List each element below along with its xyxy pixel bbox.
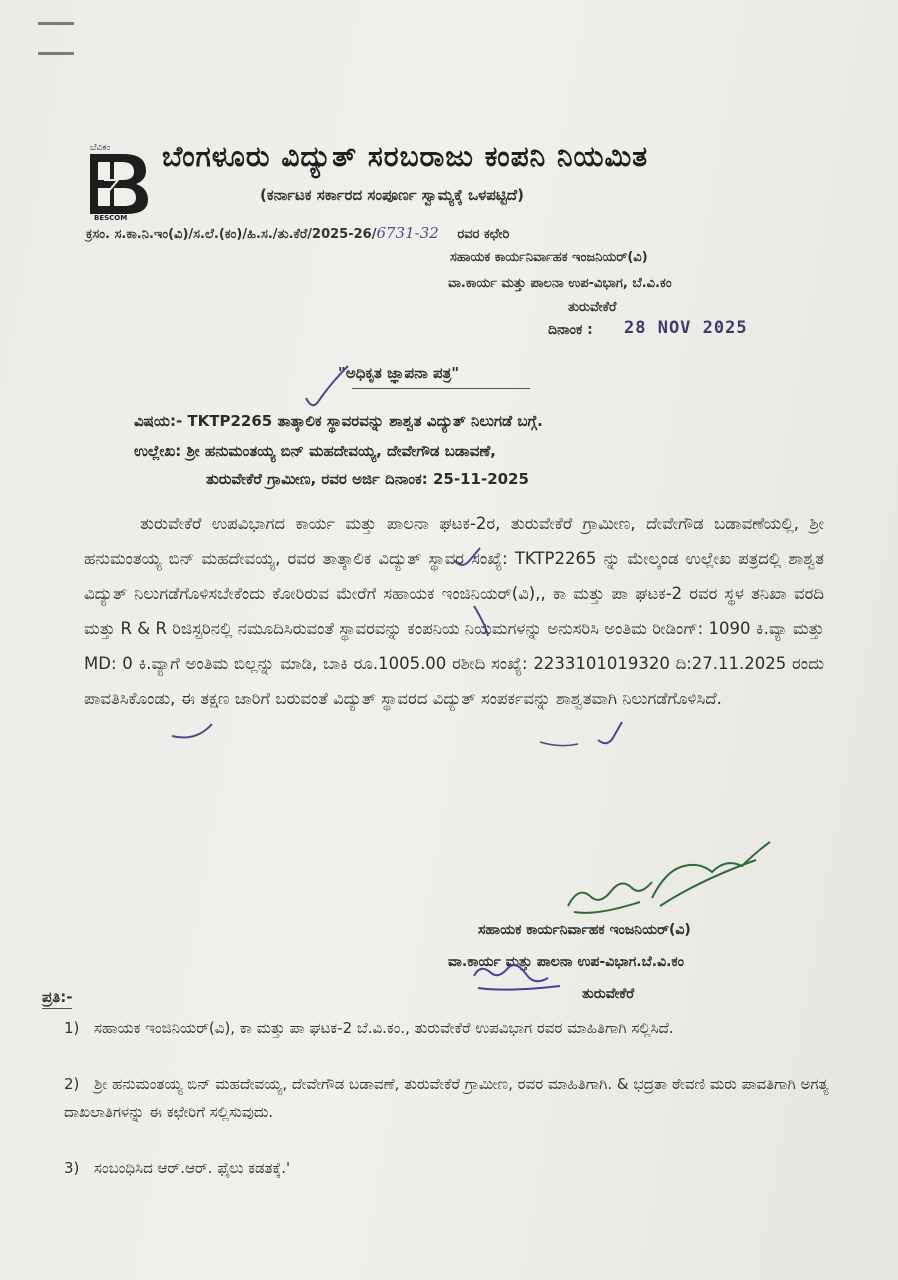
margin-dash (38, 52, 74, 55)
copies-heading: ಪ್ರತಿ:- (42, 988, 73, 1006)
copy-item-text: ಸಂಬಂಧಿಸಿದ ಆರ್.ಆರ್. ಫೈಲು ಕಡತಕ್ಕೆ.' (94, 1159, 291, 1177)
signatory-place: ತುರುವೇಕೆರೆ (582, 986, 635, 1002)
copy-item-text: ಶ್ರೀ ಹನುಮಂತಯ್ಯ ಬಿನ್ ಮಹದೇವಯ್ಯ, ದೇವೇಗೌಡ ಬಡಾವಣೆ, ತುರುವೇಕೆರೆ ಗ್ರಾಮೀಣ, ರವರ ಮಾಹಿತಿಗಾಗಿ. & ಭದ್ರತಾ ಠೇವಣಿ ಮರು ಪಾವತಿಗಾಗಿ ಅಗತ್ಯ ದಾಖಲಾತಿಗಳನ್ನು ಈ ಕಛೇರಿಗೆ ಸಲ್ಲಿಸುವುದು. (64, 1075, 829, 1121)
date-stamp: 28 NOV 2025 (624, 318, 748, 338)
reference-line: ಉಲ್ಲೇಖ: ಶ್ರೀ ಹನುಮಂತಯ್ಯ ಬಿನ್ ಮಹದೇವಯ್ಯ, ದೇವೇಗೌಡ ಬಡಾವಣೆ, (134, 442, 496, 460)
company-name: ಬೆಂಗಳೂರು ವಿದ್ಯುತ್ ಸರಬರಾಜು ಕಂಪನಿ ನಿಯಮಿತ (162, 140, 649, 173)
reference-line-2: ತುರುವೇಕೆರೆ ಗ್ರಾಮೀಣ, ರವರ ಅರ್ಜಿ ದಿನಾಂಕ: 25-11-2025 (206, 470, 529, 488)
bescom-logo (84, 140, 154, 220)
logo-top-text: ಬೆವಿಕಂ (90, 143, 111, 153)
tick-mark (598, 722, 622, 743)
memo-body: ತುರುವೇಕೆರೆ ಉಪವಿಭಾಗದ ಕಾರ್ಯ ಮತ್ತು ಪಾಲನಾ ಘಟಕ-2ರ, ತುರುವೇಕೆರೆ ಗ್ರಾಮೀಣ, ದೇವೇಗೌಡ ಬಡಾವಣೆಯಲ್ಲಿ, ಶ್ರೀ ಹನುಮಂತಯ್ಯ ಬಿನ್ ಮಹದೇವಯ್ಯ, ರವರ ತಾತ್ಕಾಲಿಕ ವಿದ್ಯುತ್ ಸ್ಥಾವರ ಸಂಖ್ಯೆ: TKTP2265 ನ್ನು ಮೇಲ್ಕಂಡ ಉಲ್ಲೇಖ ಪತ್ರದಲ್ಲಿ ಶಾಶ್ವತ ವಿದ್ಯುತ್ ನಿಲುಗಡೆಗೊಳಿಸಬೇಕೆಂದು ಕೋರಿರುವ ಮೇರೆಗೆ ಸಹಾಯಕ ಇಂಜಿನಿಯರ್(ವಿ),, ಕಾ ಮತ್ತು ಪಾ ಘಟಕ-2 ರವರ ಸ್ಥಳ ತನಿಖಾ ವರದಿ ಮತ್ತು R & R ರಿಜಿಸ್ಟರಿನಲ್ಲಿ ನಮೂದಿಸಿರುವಂತೆ ಸ್ಥಾವರವನ್ನು ಕಂಪನಿಯ ನಿಯಮಗಳನ್ನು ಅನುಸರಿಸಿ ಅಂತಿಮ ರೀಡಿಂಗ್: 1090 ಕಿ.ವ್ಯಾ ಮತ್ತು MD: 0 ಕಿ.ವ್ಯಾಗೆ ಅಂತಿಮ ಬಿಲ್ಲನ್ನು ಮಾಡಿ, ಬಾಕಿ ರೂ.1005.00 ರಶೀದಿ ಸಂಖ್ಯೆ: 2233101019320 ದಿ:27.11.2025 ರಂದು ಪಾವತಿಸಿಕೊಂಡು, ಈ ತಕ್ಷಣ ಜಾರಿಗೆ ಬರುವಂತೆ ವಿದ್ಯುತ್ ಸ್ಥಾವರದ ವಿದ್ಯುತ್ ಸಂಪರ್ಕವನ್ನು ಶಾಶ್ವತವಾಗಿ ನಿಲುಗಡೆಗೊಳಿಸಿದೆ. (84, 514, 824, 708)
copy-item-number: 1) (64, 1019, 80, 1037)
signatory-designation: ಸಹಾಯಕ ಕಾರ್ಯನಿರ್ವಾಹಕ ಇಂಜನಿಯರ್(ವಿ) (478, 922, 691, 938)
margin-dash (38, 22, 74, 25)
copy-item (64, 1154, 844, 1182)
copy-item (64, 1070, 844, 1126)
date-label: ದಿನಾಂಕ : (548, 322, 593, 338)
office-line-2: ವಾ.ಕಾರ್ಯ ಮತ್ತು ಪಾಲನಾ ಉಪ-ವಿಭಾಗ, ಬೆ.ವಿ.ಕಂ (448, 276, 672, 291)
office-line-1: ಸಹಾಯಕ ಕಾರ್ಯನಿರ್ವಾಹಕ ಇಂಜನಿಯರ್(ವಿ) (450, 250, 648, 265)
title-underline (352, 388, 530, 389)
reference-office-suffix: ರವರ ಕಛೇರಿ (457, 227, 510, 242)
logo-bottom-text: BESCOM (94, 214, 128, 220)
copies-underline (42, 1008, 72, 1009)
underline-mark (540, 742, 578, 746)
signature-green (568, 842, 770, 913)
copy-item-text: ಸಹಾಯಕ ಇಂಜಿನಿಯರ್(ವಿ), ಕಾ ಮತ್ತು ಪಾ ಘಟಕ-2 ಬೆ.ವಿ.ಕಂ., ತುರುವೇಕೆರೆ ಉಪವಿಭಾಗ ರವರ ಮಾಹಿತಿಗಾಗಿ ಸಲ್ಲಿಸಿದೆ. (94, 1019, 674, 1037)
reference-printed: ಕ್ರಸಂ. ಸ.ಕಾ.ನಿ.ಇಂ(ವಿ)/ಸ.ಲೆ.(ಕಂ)/ಹಿ.ಸ./ತು.ಕೆರೆ/2025-26/ (86, 227, 377, 242)
copy-item-number: 2) (64, 1075, 80, 1093)
reference-number (86, 224, 509, 242)
subject-line: ವಿಷಯ:- TKTP2265 ತಾತ್ಕಾಲಿಕ ಸ್ಥಾವರವನ್ನು ಶಾಶ್ವತ ವಿದ್ಯುತ್ ನಿಲುಗಡೆ ಬಗ್ಗೆ. (134, 412, 543, 430)
copy-item (64, 1014, 844, 1042)
document-title: "ಅಧಿಕೃತ ಜ್ಞಾಪನಾ ಪತ್ರ" (338, 364, 460, 382)
company-subtitle: (ಕರ್ನಾಟಕ ಸರ್ಕಾರದ ಸಂಪೂರ್ಣ ಸ್ವಾಮ್ಯಕ್ಕೆ ಒಳಪಟ್ಟಿದೆ) (260, 186, 524, 204)
copy-item-number: 3) (64, 1159, 80, 1177)
reference-handwritten: 6731-32 (376, 224, 439, 242)
signatory-office: ವಾ.ಕಾರ್ಯ ಮತ್ತು ಪಾಲನಾ ಉಪ-ವಿಭಾಗ.ಬೆ.ವಿ.ಕಂ (448, 954, 684, 970)
office-line-3: ತುರುವೇಕೆರೆ (568, 300, 617, 315)
strike-mark (172, 724, 212, 738)
